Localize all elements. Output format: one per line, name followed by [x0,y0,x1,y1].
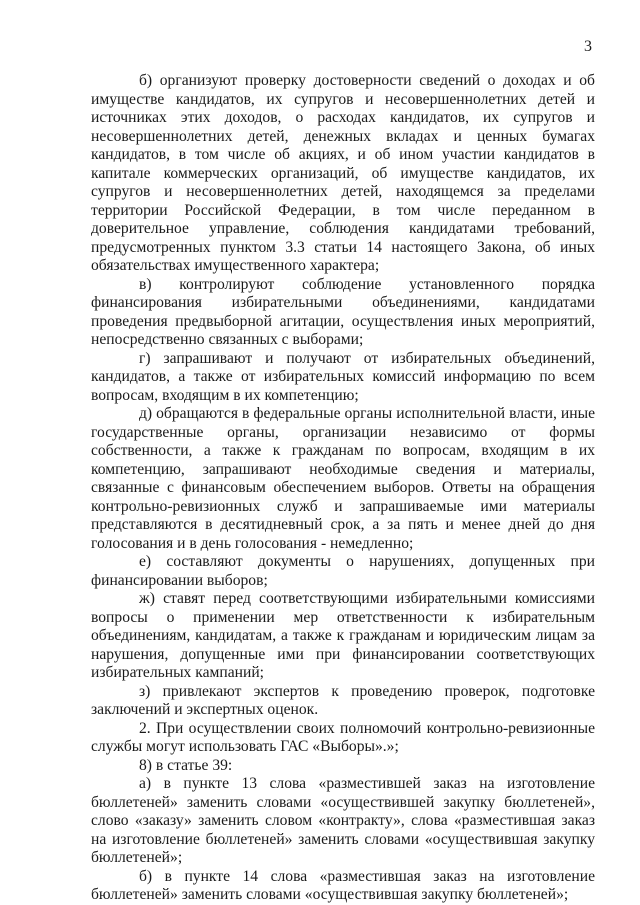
document-body [91,72,595,905]
paragraph-b-article-39: б) в пункте 14 слова «разместившая заказ на изготовление бюллетеней» заменить словами «осуществившая закупку бюллетеней»; [91,867,595,903]
paragraph-zh: ж) ставят перед соответствующими избирательными комиссиями вопросы о применении мер ответственности к избирательным объединениям, кандидатам, а также к гражданам и юридическим лицам за нарушения, допущенные ими при финансировании соответствующих избирательных кампаний; [91,590,595,681]
paragraph-d: д) обращаются в федеральные органы исполнительной власти, иные государственные органы, организации независимо от формы собственности, а также к гражданам по вопросам, входящим в их компетенцию, запрашивают необходимые сведения и материалы, связанные с финансовым обеспечением выборов. Ответы на обращения контрольно-ревизионных служб и запрашиваемые ими материалы представляются в десятидневный срок, а за пять и менее дней до дня голосования и в день голосования - немедленно; [91,405,595,552]
paragraph-z: з) привлекают экспертов к проведению проверок, подготовке заключений и экспертных оценок. [91,682,595,718]
paragraph-point-2: 2. При осуществлении своих полномочий контрольно-ревизионные службы могут использовать ГАС «Выборы».»; [91,719,595,755]
paragraph-a: а) в пункте 13 слова «разместившей заказ на изготовление бюллетеней» заменить словами «осуществившей закупку бюллетеней», слово «заказу» заменить словом «контракту», слова «разместившая заказ на изготовление бюллетеней» заменить словами «осуществившая закупку бюллетеней»; [91,775,595,866]
paragraph-v: в) контролируют соблюдение установленного порядка финансирования избирательными объединениями, кандидатами проведения предвыборной агитации, осуществления иных мероприятий, непосредственно связанных с выборами; [91,275,595,348]
paragraph-b: б) организуют проверку достоверности сведений о доходах и об имуществе кандидатов, их супругов и несовершеннолетних детей и источниках этих доходов, о расходах кандидатов, их супругов и несовершеннолетних детей, денежных вкладах и ценных бумагах кандидатов, в том числе об акциях, и об ином участии кандидатов в капитале коммерческих организаций, об имуществе кандидатов, их супругов и несовершеннолетних детей, находящемся за пределами территории Российской Федерации, в том числе переданном в доверительное управление, соблюдения кандидатами требований, предусмотренных пунктом 3.3 статьи 14 настоящего Закона, об иных обязательствах имущественного характера; [91,72,595,274]
paragraph-g: г) запрашивают и получают от избирательных объединений, кандидатов, а также от избирательных комиссий информацию по всем вопросам, входящим в их компетенцию; [91,349,595,404]
paragraph-e: е) составляют документы о нарушениях, допущенных при финансировании выборов; [91,553,595,589]
page-number: 3 [584,38,592,55]
paragraph-item-8: 8) в статье 39: [139,756,233,774]
